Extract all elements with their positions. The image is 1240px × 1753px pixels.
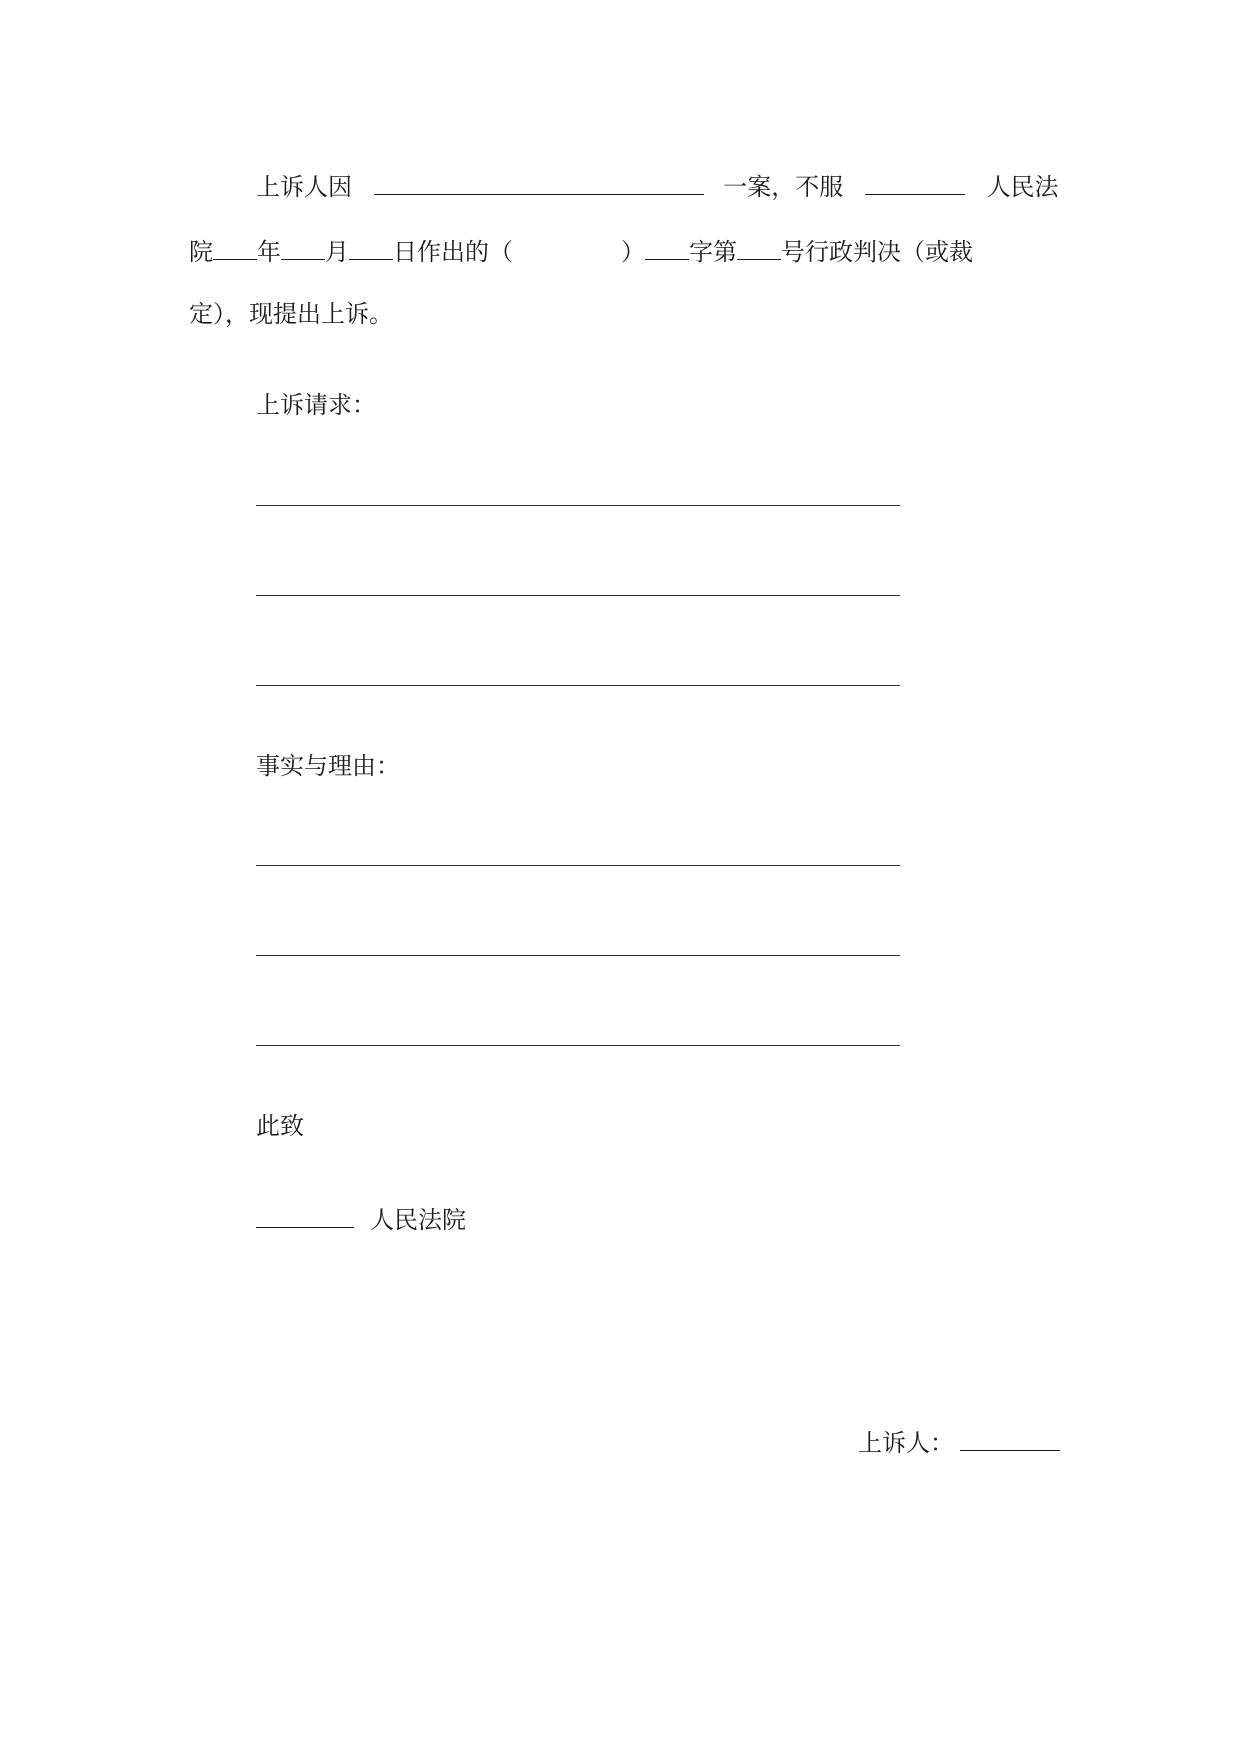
- court-addressee-line: [256, 1205, 466, 1232]
- court-name-blank[interactable]: [865, 172, 965, 195]
- facts-reasons-line-2[interactable]: [256, 955, 900, 956]
- judgment-label: 号行政判决（或裁: [781, 238, 973, 266]
- facts-reasons-label: 事实与理由：: [256, 752, 400, 780]
- facts-reasons-line-1[interactable]: [256, 865, 900, 866]
- year-label: 年: [257, 238, 281, 266]
- appellant-signature-blank[interactable]: [960, 1428, 1060, 1451]
- case-suffix: 一案，不服: [723, 173, 844, 201]
- year-blank[interactable]: [213, 237, 257, 260]
- appeal-request-line-3[interactable]: [256, 685, 900, 686]
- case-name-blank[interactable]: [374, 172, 704, 195]
- appellant-prefix: 上诉人因: [256, 173, 352, 201]
- ding-label: 定），现提出上诉。: [189, 300, 393, 328]
- appeal-request-line-2[interactable]: [256, 595, 900, 596]
- zi-di-label: 字第: [689, 238, 737, 266]
- addressee-court-blank[interactable]: [256, 1205, 354, 1228]
- appellant-signature-label: 上诉人：: [858, 1429, 954, 1457]
- court-word: 人民法: [986, 173, 1059, 201]
- court-word-end: 院: [189, 238, 213, 266]
- paragraph-line-2: [189, 237, 973, 264]
- day-blank[interactable]: [349, 237, 393, 260]
- salutation: 此致: [256, 1112, 304, 1140]
- appeal-request-label: 上诉请求：: [256, 391, 376, 419]
- day-made-label: 日作出的（: [393, 238, 513, 266]
- court-addressee: 人民法院: [370, 1206, 466, 1234]
- signature-line: [858, 1428, 1060, 1455]
- month-blank[interactable]: [281, 237, 325, 260]
- close-paren: ）: [621, 238, 645, 266]
- number-blank[interactable]: [737, 237, 781, 260]
- facts-reasons-line-3[interactable]: [256, 1045, 900, 1046]
- paragraph-line-3: [189, 302, 393, 326]
- appeal-request-line-1[interactable]: [256, 505, 900, 506]
- month-label: 月: [325, 238, 349, 266]
- zi-blank[interactable]: [645, 237, 689, 260]
- paragraph-line-1: [256, 172, 1059, 199]
